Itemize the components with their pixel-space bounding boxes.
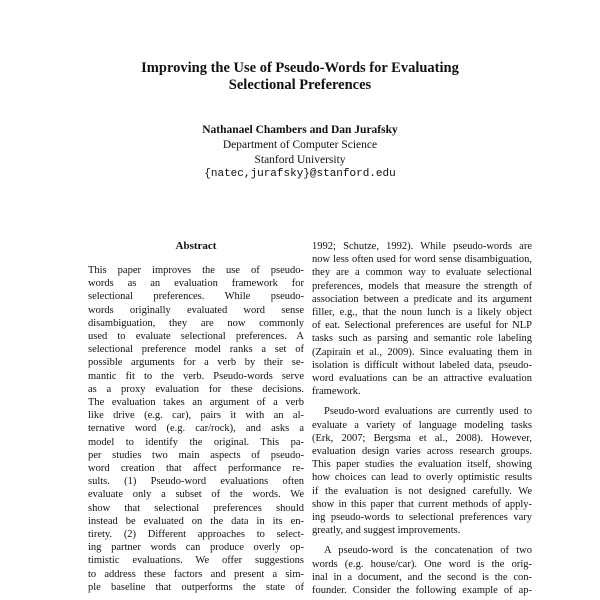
abstract-line: per studies two main aspects of pseudo- [88,449,304,461]
right-column-line: association between a predicate and its argument [312,293,532,305]
right-column-line: framework. [312,386,361,398]
paper-title [0,60,600,94]
abstract-line: ternative word (e.g. car/rock), and asks a [88,423,304,435]
right-column-line: tasks such as parsing and semantic role labeling [312,333,532,345]
abstract-line: words as an evaluation framework for [88,278,304,290]
abstract-line: sults. (1) Pseudo-word evaluations often [88,476,304,488]
abstract-line: selectional preferences. While pseudo- [88,291,304,303]
affiliation-university: Stanford University [254,153,346,166]
right-column-line: word evaluations can be an attractive evaluation [312,373,532,385]
right-column-line: This paper studies the evaluation itself, showing [312,459,532,471]
right-column-line: isolation is difficult without labeled data, pseudo- [312,359,532,371]
right-column-line: A pseudo-word is the concatenation of two [324,545,532,557]
right-column-line: if the evaluation is not designed carefully. We [312,485,532,497]
abstract-body [88,264,304,594]
right-column-line: how choices can lead to overly optimistic results [312,472,532,484]
abstract-line: The evaluation takes an argument of a verb [88,397,304,409]
abstract-line: mantic fit to the verb. Pseudo-words serve [88,370,304,382]
abstract-line: words originally evaluated word sense [88,304,304,316]
right-column-line: they are a common way to evaluate selectional [312,267,532,279]
abstract-line: show that selectional preferences should [88,502,304,514]
right-column-line: of eat. Selectional preferences are useful for NLP [312,320,532,332]
right-column-body [312,240,532,597]
abstract-line: like drive (e.g. car), pairs it with an al- [88,410,304,422]
paragraph-gap [312,537,532,544]
paper-title-line-1: Improving the Use of Pseudo-Words for Evaluating [141,60,459,76]
right-column-line: show in this paper that current methods of apply- [312,498,532,510]
abstract-line: model to identify the original. This pa- [88,436,304,448]
paper-affiliation [0,138,600,182]
abstract-line: possible arguments for a verb by their se- [88,357,304,369]
abstract-heading: Abstract [175,240,217,252]
right-column-line: (Zapirain et al., 2009). Since evaluating them in [312,346,532,358]
abstract-line: timistic evaluations. We offer suggestions [88,555,304,567]
abstract-line: instead be evaluated on the data in its en- [88,515,304,527]
right-column-line: founder. Consider the following example of ap- [312,585,532,597]
right-column-line: preferences, models that measure the strength of [312,280,532,292]
right-column-line: words (e.g. house/car). One word is the orig- [312,558,532,570]
abstract-line: disambiguation, they are now commonly [88,317,304,329]
right-column-line: now less often used for word sense disambiguation, [312,254,532,266]
abstract-line: evaluate only a subset of the words. We [88,489,304,501]
right-column-line: inal in a document, and the second is the con- [312,571,532,583]
right-column-line: ing pseudo-words to selectional preferences vary [312,512,532,524]
author-email: {natec,jurafsky}@stanford.edu [204,168,396,180]
abstract-line: tirety. (2) Different approaches to select- [88,529,304,541]
right-column-line: greatly, and suggest improvements. [312,525,461,537]
abstract-line: ple baseline that outperforms the state of [88,581,304,593]
affiliation-department: Department of Computer Science [222,139,378,151]
abstract-line: word creation that affect performance re- [88,463,304,475]
paragraph-gap [312,398,532,405]
right-column-line: (Erk, 2007; Bergsma et al., 2008). However, [312,432,532,444]
right-column-line: evaluation design varies across research groups. [312,446,532,458]
abstract-line: used to evaluate selectional preferences. A [88,331,304,343]
abstract-line: ing partner words can produce overly op- [88,542,304,554]
abstract-line: selectional preference model ranks a set of [88,344,304,356]
right-column-line: filler, e.g., that the noun lunch is a likely object [312,307,532,319]
right-column-line: evaluate a variety of language modeling tasks [312,419,532,431]
paper-title-line-2: Selectional Preferences [228,77,372,93]
abstract-line: as a proxy evaluation for these decisions. [88,383,304,395]
abstract-line: to address these factors and present a sim- [88,568,304,580]
paper-authors: Nathanael Chambers and Dan Jurafsky [202,124,398,136]
right-column-line: 1992; Schutze, 1992). While pseudo-words are [312,241,532,252]
right-column-line: Pseudo-word evaluations are currently used to [324,406,532,418]
abstract-line: This paper improves the use of pseudo- [88,265,304,276]
